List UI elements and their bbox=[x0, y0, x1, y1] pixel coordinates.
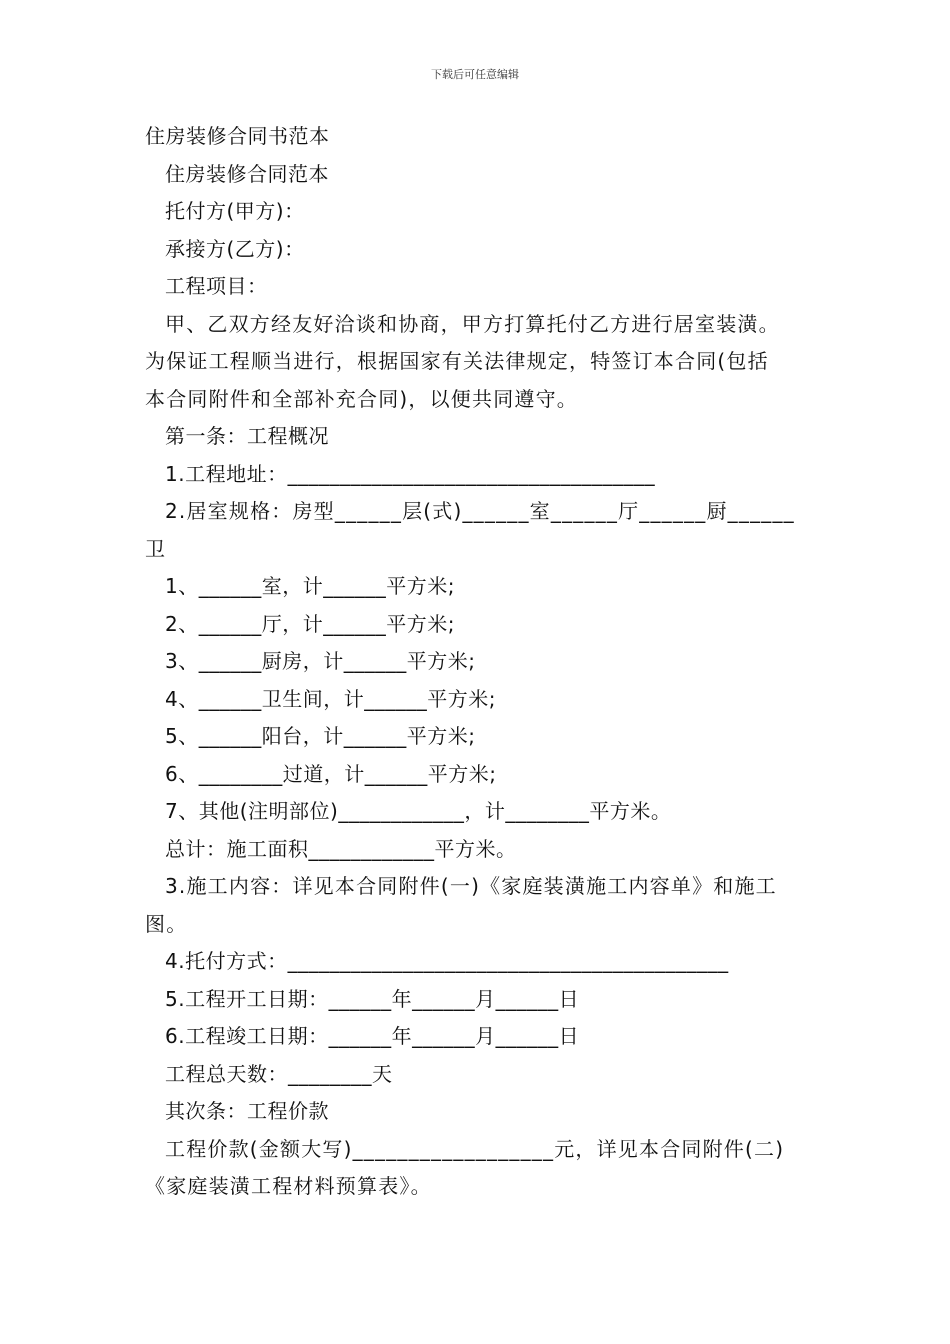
page-header: 下载后可任意编辑 bbox=[431, 68, 519, 81]
room-item-7: 7、其他(注明部位)____________，计________平方米。 bbox=[165, 799, 672, 823]
room-item-1: 1、______室，计______平方米; bbox=[165, 574, 455, 598]
document-title: 住房装修合同书范本 bbox=[145, 124, 330, 148]
party-a-line: 托付方(甲方)： bbox=[165, 199, 305, 223]
intro-paragraph-line-1: 甲、乙双方经友好洽谈和协商，甲方打算托付乙方进行居室装潢。 bbox=[165, 311, 780, 336]
price-line-1: 工程价款(金额大写)__________________元，详见本合同附件(二) bbox=[165, 1136, 785, 1161]
completion-date-line: 6.工程竣工日期：______年______月______日 bbox=[165, 1024, 580, 1048]
contract-heading: 住房装修合同范本 bbox=[165, 161, 329, 186]
project-line: 工程项目： bbox=[165, 274, 268, 298]
intro-paragraph-line-2: 为保证工程顺当进行，根据国家有关法律规定，特签订本合同(包括 bbox=[145, 349, 769, 373]
commission-method-line: 4.托付方式：__________________________________________ bbox=[165, 949, 729, 973]
room-item-2: 2、______厅，计______平方米; bbox=[165, 611, 455, 636]
project-address-line: 1.工程地址：___________________________________ bbox=[165, 461, 656, 486]
room-spec-line-1: 2.居室规格：房型______层(式)______室______厅______厨______ bbox=[165, 499, 795, 523]
room-item-3: 3、______厨房，计______平方米; bbox=[165, 649, 476, 673]
document-body bbox=[145, 118, 810, 1206]
article-1-heading: 第一条：工程概况 bbox=[165, 424, 329, 448]
construction-content-line-2: 图。 bbox=[145, 911, 188, 936]
room-spec-line-2: 卫 bbox=[145, 536, 167, 561]
total-days-line: 工程总天数：________天 bbox=[165, 1061, 393, 1086]
total-area-line: 总计：施工面积____________平方米。 bbox=[165, 836, 517, 861]
room-item-5: 5、______阳台，计______平方米; bbox=[165, 724, 476, 748]
construction-content-line-1: 3.施工内容：详见本合同附件(一)《家庭装潢施工内容单》和施工 bbox=[165, 874, 777, 898]
room-item-4: 4、______卫生间，计______平方米; bbox=[165, 686, 496, 711]
party-b-line: 承接方(乙方)： bbox=[165, 236, 305, 261]
room-item-6: 6、________过道，计______平方米; bbox=[165, 761, 497, 786]
start-date-line: 5.工程开工日期：______年______月______日 bbox=[165, 986, 580, 1011]
intro-paragraph-line-3: 本合同附件和全部补充合同)，以便共同遵守。 bbox=[145, 386, 579, 411]
price-line-2: 《家庭装潢工程材料预算表》。 bbox=[145, 1174, 432, 1198]
article-2-heading: 其次条：工程价款 bbox=[165, 1099, 329, 1123]
